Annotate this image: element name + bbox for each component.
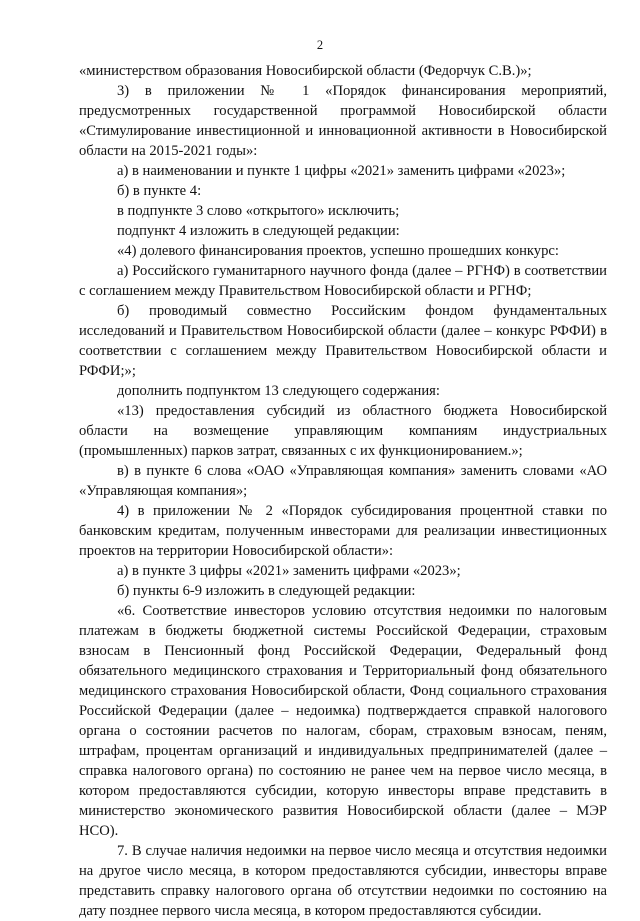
document-paragraph: «6. Соответствие инвесторов условию отсутствия недоимки по налоговым платежам в бюджеты бюджетной системы Российской Федерации, страховым взносам в Пенсионный фонд Российской Федерации, Федеральный фонд обязательного медицинского страхования и Территориальный фонд обязательного медицинского страхования Новосибирской области, Фонд социального страхования Российской Федерации (далее – недоимка) подтверждается справкой налогового органа о состоянии расчетов по налогам, сборам, страховым взносам, пеням, штрафам, процентам организаций и индивидуальных предпринимателей (далее – справка налогового органа) по состоянию не ранее чем на первое число месяца, в котором предоставляются субсидии, которую инвесторы вправе представить в министерство экономического развития Новосибирской области (далее – МЭР НСО). <box>79 603 607 839</box>
document-paragraph: дополнить подпунктом 13 следующего содержания: <box>117 383 440 399</box>
document-paragraph: «4) долевого финансирования проектов, успешно прошедших конкурс: <box>117 243 559 259</box>
document-paragraph: б) проводимый совместно Российским фондом фундаментальных исследований и Правительством Новосибирской области (далее – конкурс РФФИ) в соответствии с соглашением между Правительством Новосибирской области и РФФИ;»; <box>79 303 607 379</box>
document-paragraph: б) в пункте 4: <box>117 183 202 199</box>
document-paragraph: а) в пункте 3 цифры «2021» заменить цифрами «2023»; <box>117 563 461 579</box>
document-paragraph: в подпункте 3 слово «открытого» исключить; <box>117 203 400 219</box>
document-paragraph: «министерством образования Новосибирской области (Федорчук С.В.)»; <box>79 63 532 79</box>
page-number: 2 <box>316 38 324 52</box>
document-paragraph: 4) в приложении № 2 «Порядок субсидирования процентной ставки по банковским кредитам, полученным инвесторами для реализации инвестиционных проектов на территории Новосибирской области»: <box>79 503 607 559</box>
document-paragraph: «13) предоставления субсидий из областного бюджета Новосибирской области на возмещение управляющим компаниям индустриальных (промышленных) парков затрат, связанных с их функционированием.»; <box>79 403 607 459</box>
document-paragraph: подпункт 4 изложить в следующей редакции: <box>117 223 400 239</box>
document-body <box>79 61 607 921</box>
document-paragraph: а) в наименовании и пункте 1 цифры «2021» заменить цифрами «2023»; <box>117 163 566 179</box>
document-paragraph: а) Российского гуманитарного научного фонда (далее – РГНФ) в соответствии с соглашением между Правительством Новосибирской области и РГНФ; <box>79 263 607 299</box>
document-paragraph: б) пункты 6-9 изложить в следующей редакции: <box>117 583 416 599</box>
document-paragraph: 7. В случае наличия недоимки на первое число месяца и отсутствия недоимки на другое число месяца, в котором предоставляются субсидии, инвесторы вправе представить справку налогового органа об отсутствии недоимки по состоянию на дату позднее первого числа месяца, в котором предоставляются субсидии. <box>79 843 607 919</box>
document-paragraph: 3) в приложении № 1 «Порядок финансирования мероприятий, предусмотренных государственной программой Новосибирской области «Стимулирование инвестиционной и инновационной активности в Новосибирской области на 2015-2021 годы»: <box>79 83 607 159</box>
document-paragraph: в) в пункте 6 слова «ОАО «Управляющая компания» заменить словами «АО «Управляющая компания»; <box>79 463 607 499</box>
